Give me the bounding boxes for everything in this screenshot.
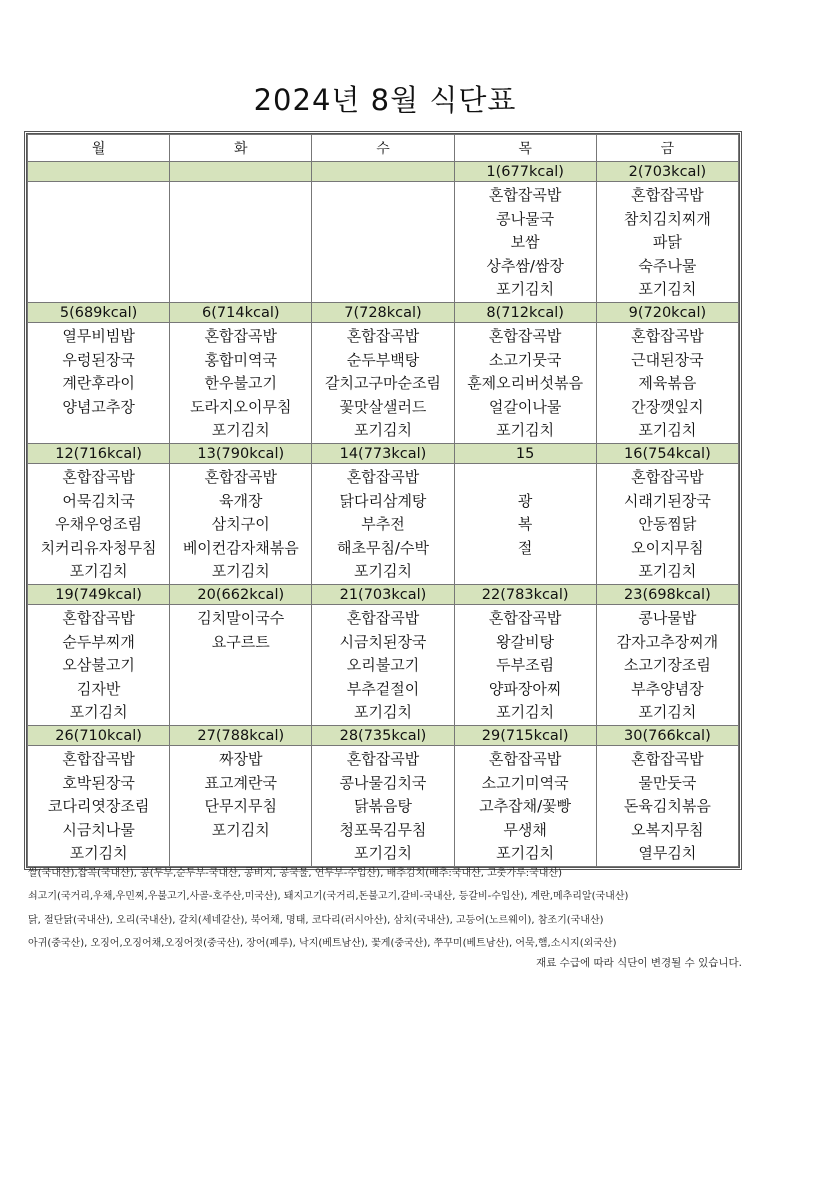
menu-item: 고추잡채/꽃빵	[479, 797, 572, 815]
menu-item: 혼합잡곡밥	[631, 468, 704, 486]
menu-item: 어묵김치국	[62, 491, 135, 510]
date-cell	[28, 162, 170, 182]
date-row	[28, 162, 739, 182]
menu-item: 청포묵김무침	[339, 820, 427, 839]
menu-item: 부추겉절이	[346, 679, 420, 698]
menu-cell	[454, 323, 596, 444]
menu-item: 제육볶음	[638, 374, 697, 392]
menu-item: 요구르트	[211, 632, 270, 651]
menu-cell	[454, 605, 596, 726]
page-title: 2024년 8월 식단표	[253, 83, 517, 117]
menu-item: 오이지무침	[631, 538, 704, 557]
date-cell	[312, 162, 454, 182]
menu-item: 무생채	[503, 820, 547, 839]
menu-row	[28, 464, 739, 585]
menu-row	[28, 605, 739, 726]
menu-item: 순두부찌개	[62, 632, 135, 651]
menu-item: 김자반	[76, 679, 121, 698]
menu-item: 포기김치	[638, 280, 697, 298]
menu-item: 혼합잡곡밥	[346, 609, 420, 627]
date-cell: 5(689kcal)	[28, 303, 170, 323]
menu-item: 도라지오이무침	[190, 397, 292, 416]
menu-cell	[454, 746, 596, 867]
menu-item: 혼합잡곡밥	[346, 468, 420, 486]
menu-item: 참치김치찌개	[623, 209, 711, 228]
menu-cell	[596, 323, 738, 444]
menu-cell	[28, 746, 170, 867]
menu-item: 오삼불고기	[62, 656, 135, 674]
origin-notes	[28, 862, 748, 955]
date-cell: 16(754kcal)	[596, 444, 738, 464]
menu-cell	[170, 605, 312, 726]
menu-cell	[596, 464, 738, 585]
weekday-header: 화	[170, 135, 312, 162]
menu-item: 혼합잡곡밥	[204, 327, 277, 345]
menu-cell	[28, 323, 170, 444]
weekday-header: 금	[596, 135, 738, 162]
menu-item: 혼합잡곡밥	[488, 609, 562, 627]
menu-cell	[170, 464, 312, 585]
origin-note-line: 쌀(국내산),잡곡(국내산), 콩(두부,순두부-국내산, 콩비지, 콩국물, 연두부-수입산), 배추김치(배추:국내산, 고춧가루:국내산)	[28, 868, 563, 879]
menu-item: 혼합잡곡밥	[346, 750, 420, 768]
date-cell: 23(698kcal)	[596, 585, 738, 605]
menu-item: 순두부백탕	[346, 350, 420, 369]
menu-item: 훈제오리버섯볶음	[467, 374, 584, 392]
menu-item: 포기김치	[496, 703, 555, 721]
menu-item: 혼합잡곡밥	[62, 609, 135, 627]
menu-item: 소고기장조림	[623, 656, 711, 674]
menu-item: 우렁된장국	[62, 350, 135, 369]
menu-row	[28, 182, 739, 303]
date-row	[28, 444, 739, 464]
menu-item: 콩나물국	[496, 209, 555, 228]
menu-item: 열무김치	[638, 844, 697, 862]
menu-item: 혼합잡곡밥	[488, 327, 562, 345]
date-row	[28, 303, 739, 323]
menu-cell	[312, 464, 454, 585]
menu-item: 닭다리삼계탕	[339, 491, 427, 510]
origin-note-line: 쇠고기(국거리,우채,우민찌,우불고기,사골-호주산,미국산), 돼지고기(국거리,돈불고기,갈비-국내산, 등갈비-수입산), 계란,메추리알(국내산)	[28, 891, 629, 903]
menu-item: 포기김치	[353, 562, 412, 580]
menu-item: 혼합잡곡밥	[346, 327, 420, 345]
menu-cell	[312, 182, 454, 303]
date-row	[28, 585, 739, 605]
date-cell	[170, 162, 312, 182]
menu-item: 포기김치	[496, 844, 555, 862]
menu-item: 간장깻잎지	[631, 397, 704, 416]
menu-cell	[596, 605, 738, 726]
menu-item: 콩나물밥	[638, 609, 697, 627]
menu-item: 혼합잡곡밥	[62, 468, 135, 486]
menu-item: 포기김치	[496, 280, 555, 298]
menu-item: 포기김치	[69, 703, 128, 721]
menu-item: 시래기된장국	[623, 491, 711, 510]
date-cell: 20(662kcal)	[170, 585, 312, 605]
date-cell: 6(714kcal)	[170, 303, 312, 323]
menu-item: 양파장아찌	[488, 679, 562, 698]
date-cell: 15	[454, 444, 596, 464]
menu-cell	[454, 182, 596, 303]
menu-item: 육개장	[219, 491, 263, 510]
menu-item: 닭볶음탕	[353, 797, 412, 815]
menu-item: 짜장밥	[219, 750, 263, 768]
menu-item: 왕갈비탕	[496, 632, 555, 651]
date-cell: 1(677kcal)	[454, 162, 596, 182]
menu-item: 소고기뭇국	[488, 350, 562, 369]
menu-item: 광	[517, 491, 533, 510]
menu-item: 포기김치	[353, 844, 412, 862]
menu-item: 열무비빔밥	[62, 327, 135, 345]
menu-item: 시금치나물	[62, 820, 135, 839]
menu-row	[28, 746, 739, 867]
date-cell: 9(720kcal)	[596, 303, 738, 323]
menu-item	[455, 560, 596, 584]
menu-item: 보쌈	[510, 233, 540, 251]
date-cell: 27(788kcal)	[170, 726, 312, 746]
menu-cell	[28, 182, 170, 303]
menu-item: 부추양념장	[631, 679, 704, 698]
menu-item: 우채우엉조림	[55, 515, 143, 533]
date-cell: 26(710kcal)	[28, 726, 170, 746]
menu-item: 감자고추장찌개	[616, 632, 719, 651]
menu-cell	[28, 464, 170, 585]
date-cell: 28(735kcal)	[312, 726, 454, 746]
date-cell: 7(728kcal)	[312, 303, 454, 323]
menu-item: 소고기미역국	[481, 773, 569, 792]
menu-item: 혼합잡곡밥	[488, 750, 562, 768]
menu-item: 양념고추장	[62, 397, 135, 416]
menu-item: 물만둣국	[638, 773, 697, 792]
date-cell: 29(715kcal)	[454, 726, 596, 746]
menu-item: 근대된장국	[631, 350, 704, 369]
weekday-header: 수	[312, 135, 454, 162]
menu-cell	[312, 323, 454, 444]
date-cell: 21(703kcal)	[312, 585, 454, 605]
menu-cell	[312, 746, 454, 867]
menu-item: 혼합잡곡밥	[631, 327, 704, 345]
menu-item: 포기김치	[638, 703, 697, 721]
menu-item: 파닭	[652, 233, 682, 251]
menu-cell	[454, 464, 596, 585]
menu-item: 복	[517, 515, 533, 533]
menu-cell	[170, 323, 312, 444]
menu-item: 시금치된장국	[339, 632, 427, 651]
weekday-header: 목	[454, 135, 596, 162]
menu-item: 돈육김치볶음	[623, 797, 711, 815]
menu-item: 혼합잡곡밥	[62, 750, 135, 768]
menu-item: 포기김치	[496, 421, 555, 439]
origin-note-line: 닭, 절단닭(국내산), 오리(국내산), 갈치(세네갈산), 북어채, 명태, 코다리(러시아산), 삼치(국내산), 고등어(노르웨이), 참조기(국내산)	[28, 914, 604, 926]
disclaimer: 재료 수급에 따라 식단이 변경될 수 있습니다.	[536, 957, 742, 969]
weekday-header-row	[28, 135, 739, 162]
menu-item: 혼합잡곡밥	[631, 750, 704, 768]
menu-item: 포기김치	[211, 421, 270, 439]
date-cell: 12(716kcal)	[28, 444, 170, 464]
menu-item: 혼합잡곡밥	[631, 186, 704, 204]
menu-item	[455, 466, 596, 490]
menu-cell	[596, 182, 738, 303]
date-cell: 14(773kcal)	[312, 444, 454, 464]
menu-item: 홍합미역국	[204, 350, 277, 369]
menu-item: 삼치구이	[211, 515, 270, 533]
date-cell: 30(766kcal)	[596, 726, 738, 746]
menu-row	[28, 323, 739, 444]
menu-item: 절	[517, 538, 533, 557]
menu-item: 포기김치	[211, 820, 270, 839]
menu-item: 혼합잡곡밥	[204, 468, 277, 486]
menu-item: 오리불고기	[346, 656, 420, 674]
menu-item: 숙주나물	[638, 256, 697, 275]
menu-item: 콩나물김치국	[339, 773, 427, 792]
origin-note-line: 아귀(중국산), 오징어,오징어채,오징어젓(중국산), 장어(페루), 낙지(베트남산), 꽃게(중국산), 쭈꾸미(베트남산), 어묵,햄,소시지(외국산)	[28, 937, 617, 949]
menu-item: 갈치고구마순조림	[325, 374, 441, 392]
menu-item: 단무지무침	[204, 797, 277, 815]
menu-item: 한우불고기	[204, 374, 277, 392]
menu-item: 코다리엿장조림	[47, 797, 150, 815]
menu-item: 치커리유자청무침	[40, 538, 157, 557]
menu-item: 두부조림	[496, 656, 555, 674]
menu-cell	[170, 746, 312, 867]
menu-item: 포기김치	[638, 562, 697, 580]
menu-table	[24, 131, 742, 870]
menu-item: 포기김치	[69, 562, 128, 580]
menu-item: 호박된장국	[62, 773, 135, 792]
date-cell: 8(712kcal)	[454, 303, 596, 323]
menu-item: 계란후라이	[62, 374, 135, 392]
menu-item: 상추쌈/쌈장	[486, 256, 564, 275]
menu-item: 얼갈이나물	[488, 397, 562, 416]
date-row	[28, 726, 739, 746]
weekday-header: 월	[28, 135, 170, 162]
menu-item: 포기김치	[353, 421, 412, 439]
date-cell: 2(703kcal)	[596, 162, 738, 182]
menu-item: 포기김치	[69, 844, 128, 862]
menu-item: 포기김치	[353, 703, 412, 721]
menu-item: 꽃맛살샐러드	[339, 397, 427, 416]
date-cell: 22(783kcal)	[454, 585, 596, 605]
menu-item: 해초무침/수박	[336, 538, 429, 557]
menu-item: 포기김치	[211, 562, 270, 580]
menu-cell	[596, 746, 738, 867]
menu-item: 베이컨감자채볶음	[182, 538, 299, 557]
menu-cell	[312, 605, 454, 726]
date-cell: 13(790kcal)	[170, 444, 312, 464]
menu-cell	[170, 182, 312, 303]
menu-item: 안동찜닭	[638, 515, 697, 533]
menu-item: 혼합잡곡밥	[488, 186, 562, 204]
menu-item: 김치말이국수	[197, 609, 285, 627]
menu-item: 표고계란국	[204, 773, 277, 792]
menu-cell	[28, 605, 170, 726]
date-cell: 19(749kcal)	[28, 585, 170, 605]
menu-item: 부추전	[361, 515, 405, 533]
menu-item: 오복지무침	[631, 820, 704, 839]
menu-item: 포기김치	[638, 421, 697, 439]
